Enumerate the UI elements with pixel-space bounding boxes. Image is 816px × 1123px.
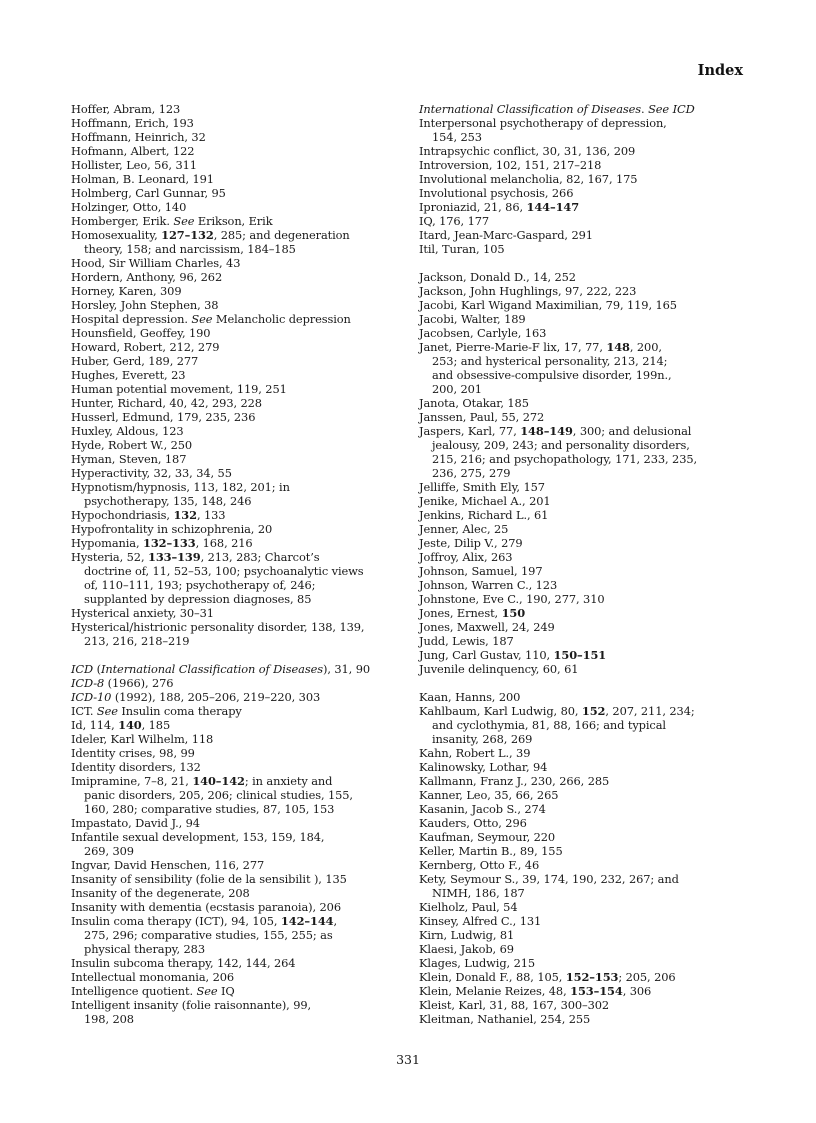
index-entry: Hysteria, 52, 133–139, 213, 283; Charcot’s: [71, 550, 320, 564]
index-entry: ICD-8 (1966), 276: [71, 676, 174, 690]
index-entry-continuation: 275, 296; comparative studies, 155, 255; as: [84, 928, 333, 942]
index-entry-continuation: 215, 216; and psychopathology, 171, 233, 235,: [432, 452, 698, 466]
index-entry: Intelligence quotient. See IQ: [71, 984, 235, 998]
index-entry: International Classification of Diseases. See ICD: [419, 102, 695, 116]
index-entry: Kleitman, Nathaniel, 254, 255: [419, 1012, 591, 1026]
index-entry: ICT. See Insulin coma therapy: [71, 704, 242, 718]
index-entry: Hoffmann, Heinrich, 32: [71, 130, 206, 144]
index-entry: Hordern, Anthony, 96, 262: [71, 270, 223, 284]
index-entry: Holmberg, Carl Gunnar, 95: [71, 186, 226, 200]
index-entry: Johnstone, Eve C., 190, 277, 310: [419, 592, 605, 606]
running-header: Index: [697, 62, 743, 79]
index-entry: Horney, Karen, 309: [71, 284, 182, 298]
index-entry: Hood, Sir William Charles, 43: [71, 256, 241, 270]
index-entry: Jenner, Alec, 25: [419, 522, 509, 536]
index-entry-continuation: 236, 275, 279: [432, 466, 511, 480]
index-entry: Hospital depression. See Melancholic depression: [71, 312, 351, 326]
index-entry: Itil, Turan, 105: [419, 242, 505, 256]
index-entry: Impastato, David J., 94: [71, 816, 200, 830]
index-entry: Ideler, Karl Wilhelm, 118: [71, 732, 214, 746]
index-entry: Human potential movement, 119, 251: [71, 382, 287, 396]
index-entry-continuation: jealousy, 209, 243; and personality disorders,: [432, 438, 690, 452]
index-entry-continuation: 213, 216, 218–219: [84, 634, 190, 648]
index-entry: Hyman, Steven, 187: [71, 452, 187, 466]
index-entry: Involutional psychosis, 266: [419, 186, 574, 200]
index-entry: Kauders, Otto, 296: [419, 816, 527, 830]
index-entry: Hyperactivity, 32, 33, 34, 55: [71, 466, 232, 480]
index-entry-continuation: psychotherapy, 135, 148, 246: [84, 494, 252, 508]
page-number: 331: [396, 1052, 420, 1067]
index-entry: Interpersonal psychotherapy of depression,: [419, 116, 667, 130]
index-entry: Hofmann, Albert, 122: [71, 144, 195, 158]
index-entry: Homberger, Erik. See Erikson, Erik: [71, 214, 273, 228]
index-entry: Kanner, Leo, 35, 66, 265: [419, 788, 559, 802]
index-entry-continuation: and obsessive-compulsive disorder, 199n.,: [432, 368, 672, 382]
index-entry: Kaufman, Seymour, 220: [419, 830, 556, 844]
index-entry: Jackson, John Hughlings, 97, 222, 223: [419, 284, 637, 298]
index-entry: Insanity of the degenerate, 208: [71, 886, 250, 900]
index-entry: Howard, Robert, 212, 279: [71, 340, 220, 354]
index-entry: Juvenile delinquency, 60, 61: [419, 662, 579, 676]
index-entry: Intelligent insanity (folie raisonnante), 99,: [71, 998, 312, 1012]
index-entry: Kallmann, Franz J., 230, 266, 285: [419, 774, 610, 788]
index-entry: Holzinger, Otto, 140: [71, 200, 187, 214]
index-entry: IQ, 176, 177: [419, 214, 490, 228]
index-entry: Hysterical/histrionic personality disorder, 138, 139,: [71, 620, 365, 634]
index-entry: Intrapsychic conflict, 30, 31, 136, 209: [419, 144, 636, 158]
index-entry: Jeste, Dilip V., 279: [419, 536, 523, 550]
index-entry: Janet, Pierre-Marie-F lix, 17, 77, 148, 200,: [419, 340, 662, 354]
index-entry: Janota, Otakar, 185: [419, 396, 529, 410]
index-entry-continuation: 160, 280; comparative studies, 87, 105, 153: [84, 802, 335, 816]
index-entry: Hunter, Richard, 40, 42, 293, 228: [71, 396, 262, 410]
index-entry: Huber, Gerd, 189, 277: [71, 354, 199, 368]
index-entry: Hypomania, 132–133, 168, 216: [71, 536, 253, 550]
index-entry-continuation: insanity, 268, 269: [432, 732, 533, 746]
index-entry: Jacobsen, Carlyle, 163: [419, 326, 547, 340]
index-entry: Hyde, Robert W., 250: [71, 438, 193, 452]
index-entry-continuation: supplanted by depression diagnoses, 85: [84, 592, 312, 606]
index-entry: Id, 114, 140, 185: [71, 718, 171, 732]
index-entry: Intellectual monomania, 206: [71, 970, 235, 984]
index-entry: Jacobi, Karl Wigand Maximilian, 79, 119, 165: [419, 298, 677, 312]
index-entry-continuation: NIMH, 186, 187: [432, 886, 525, 900]
index-entry-continuation: 253; and hysterical personality, 213, 214;: [432, 354, 668, 368]
index-entry: Identity crises, 98, 99: [71, 746, 195, 760]
index-entry: Jacobi, Walter, 189: [419, 312, 526, 326]
index-entry: Insanity with dementia (ecstasis paranoia), 206: [71, 900, 341, 914]
index-entry: Kalinowsky, Lothar, 94: [419, 760, 548, 774]
index-entry: Hysterical anxiety, 30–31: [71, 606, 214, 620]
index-entry: Kleist, Karl, 31, 88, 167, 300–302: [419, 998, 610, 1012]
index-entry: Horsley, John Stephen, 38: [71, 298, 219, 312]
index-entry-continuation: and cyclothymia, 81, 88, 166; and typical: [432, 718, 666, 732]
index-entry: Homosexuality, 127–132, 285; and degeneration: [71, 228, 350, 242]
index-entry: Hypofrontality in schizophrenia, 20: [71, 522, 273, 536]
index-entry: Jelliffe, Smith Ely, 157: [419, 480, 545, 494]
index-entry: Klein, Melanie Reizes, 48, 153–154, 306: [419, 984, 652, 998]
index-entry: ICD-10 (1992), 188, 205–206, 219–220, 303: [71, 690, 321, 704]
index-column-right: [419, 102, 744, 1026]
index-entry-continuation: doctrine of, 11, 52–53, 100; psychoanalytic views: [84, 564, 364, 578]
index-entry: Kielholz, Paul, 54: [419, 900, 518, 914]
index-entry: Kahn, Robert L., 39: [419, 746, 531, 760]
index-entry: Kasanin, Jacob S., 274: [419, 802, 546, 816]
index-entry: Iproniazid, 21, 86, 144–147: [419, 200, 580, 214]
index-entry: Keller, Martin B., 89, 155: [419, 844, 563, 858]
index-entry: Kirn, Ludwig, 81: [419, 928, 515, 942]
index-entry: Klaesi, Jakob, 69: [419, 942, 514, 956]
index-entry: Husserl, Edmund, 179, 235, 236: [71, 410, 256, 424]
index-entry: Insulin coma therapy (ICT), 94, 105, 142–144,: [71, 914, 338, 928]
index-entry: Kety, Seymour S., 39, 174, 190, 232, 267; and: [419, 872, 679, 886]
index-section-gap: [419, 676, 744, 690]
index-entry: Huxley, Aldous, 123: [71, 424, 184, 438]
index-entry: Janssen, Paul, 55, 272: [419, 410, 545, 424]
index-entry: Hypnotism/hypnosis, 113, 182, 201; in: [71, 480, 290, 494]
index-entry: Joffroy, Alix, 263: [419, 550, 513, 564]
index-entry: Judd, Lewis, 187: [419, 634, 514, 648]
index-entry: Jenike, Michael A., 201: [419, 494, 551, 508]
index-entry-continuation: 198, 208: [84, 1012, 134, 1026]
index-entry: Hounsfield, Geoffey, 190: [71, 326, 211, 340]
index-entry-continuation: 154, 253: [432, 130, 482, 144]
index-entry: Jung, Carl Gustav, 110, 150–151: [419, 648, 607, 662]
index-entry: Insulin subcoma therapy, 142, 144, 264: [71, 956, 296, 970]
index-entry: Infantile sexual development, 153, 159, 184,: [71, 830, 325, 844]
index-entry: Jaspers, Karl, 77, 148–149, 300; and delusional: [419, 424, 692, 438]
index-entry: Hughes, Everett, 23: [71, 368, 186, 382]
index-entry: Johnson, Warren C., 123: [419, 578, 558, 592]
index-entry-continuation: physical therapy, 283: [84, 942, 205, 956]
index-entry-continuation: panic disorders, 205, 206; clinical studies, 155,: [84, 788, 353, 802]
index-column-left: [71, 102, 389, 1026]
index-entry: Jackson, Donald D., 14, 252: [419, 270, 576, 284]
index-section-gap: [71, 648, 389, 662]
index-entry: Kaan, Hanns, 200: [419, 690, 521, 704]
index-entry: Introversion, 102, 151, 217–218: [419, 158, 602, 172]
index-entry: Hypochondriasis, 132, 133: [71, 508, 226, 522]
index-entry-continuation: 200, 201: [432, 382, 482, 396]
index-entry-continuation: 269, 309: [84, 844, 134, 858]
index-entry: Kernberg, Otto F., 46: [419, 858, 540, 872]
index-entry: Kinsey, Alfred C., 131: [419, 914, 542, 928]
index-entry: Holman, B. Leonard, 191: [71, 172, 214, 186]
index-entry: Hollister, Leo, 56, 311: [71, 158, 197, 172]
index-entry: ICD (International Classification of Diseases), 31, 90: [71, 662, 370, 676]
index-entry-continuation: of, 110–111, 193; psychotherapy of, 246;: [84, 578, 316, 592]
index-entry: Insanity of sensibility (folie de la sensibilit ), 135: [71, 872, 347, 886]
index-entry: Kahlbaum, Karl Ludwig, 80, 152, 207, 211, 234;: [419, 704, 695, 718]
index-entry: Imipramine, 7–8, 21, 140–142; in anxiety and: [71, 774, 333, 788]
index-section-gap: [419, 256, 744, 270]
index-entry: Jones, Maxwell, 24, 249: [419, 620, 555, 634]
index-entry: Identity disorders, 132: [71, 760, 201, 774]
index-entry: Hoffmann, Erich, 193: [71, 116, 194, 130]
index-entry: Klages, Ludwig, 215: [419, 956, 536, 970]
index-entry: Itard, Jean-Marc-Gaspard, 291: [419, 228, 593, 242]
index-entry-continuation: theory, 158; and narcissism, 184–185: [84, 242, 296, 256]
index-entry: Hoffer, Abram, 123: [71, 102, 181, 116]
index-entry: Jones, Ernest, 150: [419, 606, 526, 620]
index-entry: Johnson, Samuel, 197: [419, 564, 543, 578]
index-entry: Ingvar, David Henschen, 116, 277: [71, 858, 265, 872]
index-entry: Klein, Donald F., 88, 105, 152–153; 205, 206: [419, 970, 676, 984]
index-entry: Involutional melancholia, 82, 167, 175: [419, 172, 638, 186]
index-entry: Jenkins, Richard L., 61: [419, 508, 549, 522]
